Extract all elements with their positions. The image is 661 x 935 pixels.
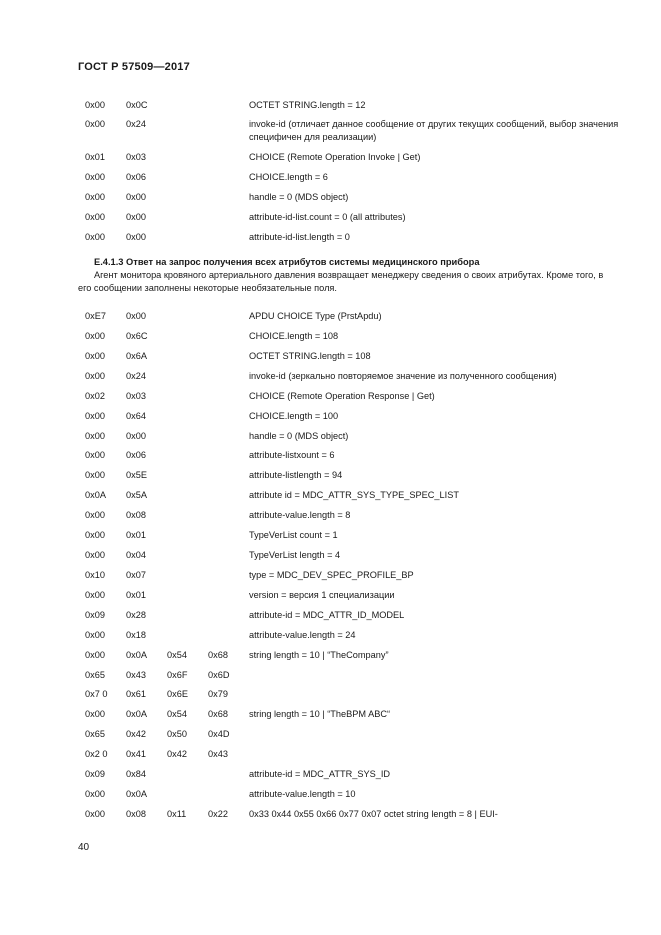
hex-byte-cell: 0x00	[85, 650, 105, 660]
field-description: attribute-listxount = 6	[249, 450, 335, 460]
hex-byte-cell: 0x00	[126, 232, 146, 242]
field-description: CHOICE (Remote Operation Response | Get)	[249, 391, 435, 401]
field-description: attribute-id = MDC_ATTR_ID_MODEL	[249, 610, 405, 620]
hex-byte-cell: 0x00	[85, 550, 105, 560]
hex-byte-cell: 0x64	[126, 411, 146, 421]
hex-byte-cell: 0x02	[85, 391, 105, 401]
section-title: E.4.1.3 Ответ на запрос получения всех атрибутов системы медицинского прибора	[94, 257, 480, 267]
hex-byte-cell: 0x00	[126, 431, 146, 441]
hex-byte-cell: 0x5E	[126, 470, 147, 480]
hex-byte-cell: 0x6A	[126, 351, 147, 361]
field-description: type = MDC_DEV_SPEC_PROFILE_BP	[249, 570, 414, 580]
hex-byte-cell: 0x04	[126, 550, 146, 560]
field-description: attribute-id-list.count = 0 (all attributes)	[249, 212, 406, 222]
hex-byte-cell: 0x68	[208, 709, 228, 719]
hex-byte-cell: 0x54	[167, 709, 187, 719]
hex-byte-cell: 0x03	[126, 391, 146, 401]
hex-byte-cell: 0x08	[126, 510, 146, 520]
field-description: TypeVerList count = 1	[249, 530, 338, 540]
hex-byte-cell: 0x00	[85, 100, 105, 110]
hex-byte-cell: 0x00	[85, 630, 105, 640]
field-description: invoke-id (зеркально повторяемое значение из полученного сообщения)	[249, 371, 557, 381]
hex-byte-cell: 0x11	[167, 809, 187, 819]
hex-byte-cell: 0x10	[85, 570, 105, 580]
hex-byte-cell: 0x00	[85, 232, 105, 242]
field-description: version = версия 1 специализации	[249, 590, 395, 600]
document-header: ГОСТ Р 57509—2017	[78, 61, 190, 73]
hex-byte-cell: 0x0C	[126, 100, 148, 110]
hex-byte-cell: 0x00	[85, 119, 105, 129]
hex-byte-cell: 0x01	[126, 530, 146, 540]
hex-byte-cell: 0x84	[126, 769, 146, 779]
hex-byte-cell: 0x2 0	[85, 749, 108, 759]
field-description: CHOICE.length = 100	[249, 411, 339, 421]
field-description: TypeVerList length = 4	[249, 550, 341, 560]
hex-byte-cell: 0x6F	[167, 670, 188, 680]
hex-byte-cell: 0x00	[85, 470, 105, 480]
hex-byte-cell: 0xE7	[85, 311, 106, 321]
hex-byte-cell: 0x00	[85, 192, 105, 202]
hex-byte-cell: 0x28	[126, 610, 146, 620]
hex-byte-cell: 0x00	[85, 331, 105, 341]
hex-byte-cell: 0x01	[126, 590, 146, 600]
hex-byte-cell: 0x06	[126, 172, 146, 182]
hex-byte-cell: 0x65	[85, 670, 105, 680]
field-description: handle = 0 (MDS object)	[249, 431, 349, 441]
field-description: attribute-id = MDC_ATTR_SYS_ID	[249, 769, 391, 779]
field-description: attribute-value.length = 8	[249, 510, 351, 520]
hex-byte-cell: 0x00	[126, 192, 146, 202]
hex-byte-cell: 0x00	[85, 450, 105, 460]
hex-byte-cell: 0x54	[167, 650, 187, 660]
field-description: attribute id = MDC_ATTR_SYS_TYPE_SPEC_LIST	[249, 490, 459, 500]
hex-byte-cell: 0x00	[126, 311, 146, 321]
hex-byte-cell: 0x00	[85, 809, 105, 819]
hex-byte-cell: 0x07	[126, 570, 146, 580]
hex-byte-cell: 0x03	[126, 152, 146, 162]
field-description: CHOICE (Remote Operation Invoke | Get)	[249, 152, 421, 162]
field-description: string length = 10 | “TheBPM ABC“	[249, 709, 391, 719]
hex-byte-cell: 0x79	[208, 689, 228, 699]
field-description: OCTET STRING.length = 108	[249, 351, 371, 361]
hex-byte-cell: 0x01	[85, 152, 105, 162]
field-description: CHOICE.length = 108	[249, 331, 339, 341]
hex-byte-cell: 0x6D	[208, 670, 230, 680]
hex-byte-cell: 0x00	[85, 351, 105, 361]
hex-byte-cell: 0x00	[85, 371, 105, 381]
hex-byte-cell: 0x00	[85, 709, 105, 719]
hex-byte-cell: 0x0A	[126, 709, 147, 719]
field-description: OCTET STRING.length = 12	[249, 100, 366, 110]
field-description: attribute-value.length = 10	[249, 789, 356, 799]
hex-byte-cell: 0x0A	[126, 789, 147, 799]
hex-byte-cell: 0x0A	[126, 650, 147, 660]
hex-byte-cell: 0x42	[167, 749, 187, 759]
hex-byte-cell: 0x09	[85, 769, 105, 779]
hex-byte-cell: 0x41	[126, 749, 146, 759]
hex-byte-cell: 0x7 0	[85, 689, 108, 699]
hex-byte-cell: 0x18	[126, 630, 146, 640]
field-description: 0x33 0x44 0x55 0x66 0x77 0x07 octet string length = 8 | EUI-	[249, 809, 498, 819]
field-description: attribute-id-list.length = 0	[249, 232, 350, 242]
hex-byte-cell: 0x61	[126, 689, 146, 699]
hex-byte-cell: 0x00	[85, 510, 105, 520]
hex-byte-cell: 0x00	[85, 212, 105, 222]
hex-byte-cell: 0x65	[85, 729, 105, 739]
field-description: attribute-value.length = 24	[249, 630, 356, 640]
hex-byte-cell: 0x43	[208, 749, 228, 759]
hex-byte-cell: 0x24	[126, 371, 146, 381]
hex-byte-cell: 0x00	[85, 411, 105, 421]
hex-byte-cell: 0x09	[85, 610, 105, 620]
hex-byte-cell: 0x42	[126, 729, 146, 739]
hex-byte-cell: 0x4D	[208, 729, 230, 739]
field-description: invoke-id (отличает данное сообщение от других текущих сообщений, выбор значения специфичен для реализации)	[249, 119, 619, 142]
hex-byte-cell: 0x0A	[85, 490, 106, 500]
hex-byte-cell: 0x00	[85, 530, 105, 540]
hex-byte-cell: 0x6E	[167, 689, 188, 699]
hex-byte-cell: 0x06	[126, 450, 146, 460]
field-description: CHOICE.length = 6	[249, 172, 328, 182]
page-number: 40	[78, 842, 90, 853]
section-paragraph: Агент монитора кровяного артериального давления возвращает менеджеру сведения о своих атрибутах. Кроме того, в его сообщении заполнены некоторые необязательные поля.	[78, 270, 604, 293]
hex-byte-cell: 0x68	[208, 650, 228, 660]
hex-byte-cell: 0x43	[126, 670, 146, 680]
hex-byte-cell: 0x00	[85, 590, 105, 600]
hex-byte-cell: 0x5A	[126, 490, 147, 500]
field-description: APDU CHOICE Type (PrstApdu)	[249, 311, 382, 321]
hex-byte-cell: 0x00	[85, 789, 105, 799]
field-description: string length = 10 | “TheCompany”	[249, 650, 389, 660]
hex-byte-cell: 0x08	[126, 809, 146, 819]
hex-byte-cell: 0x6C	[126, 331, 148, 341]
hex-byte-cell: 0x24	[126, 119, 146, 129]
field-description: handle = 0 (MDS object)	[249, 192, 349, 202]
hex-byte-cell: 0x22	[208, 809, 228, 819]
hex-byte-cell: 0x00	[85, 172, 105, 182]
field-description: attribute-listlength = 94	[249, 470, 343, 480]
hex-byte-cell: 0x50	[167, 729, 187, 739]
hex-byte-cell: 0x00	[126, 212, 146, 222]
hex-byte-cell: 0x00	[85, 431, 105, 441]
